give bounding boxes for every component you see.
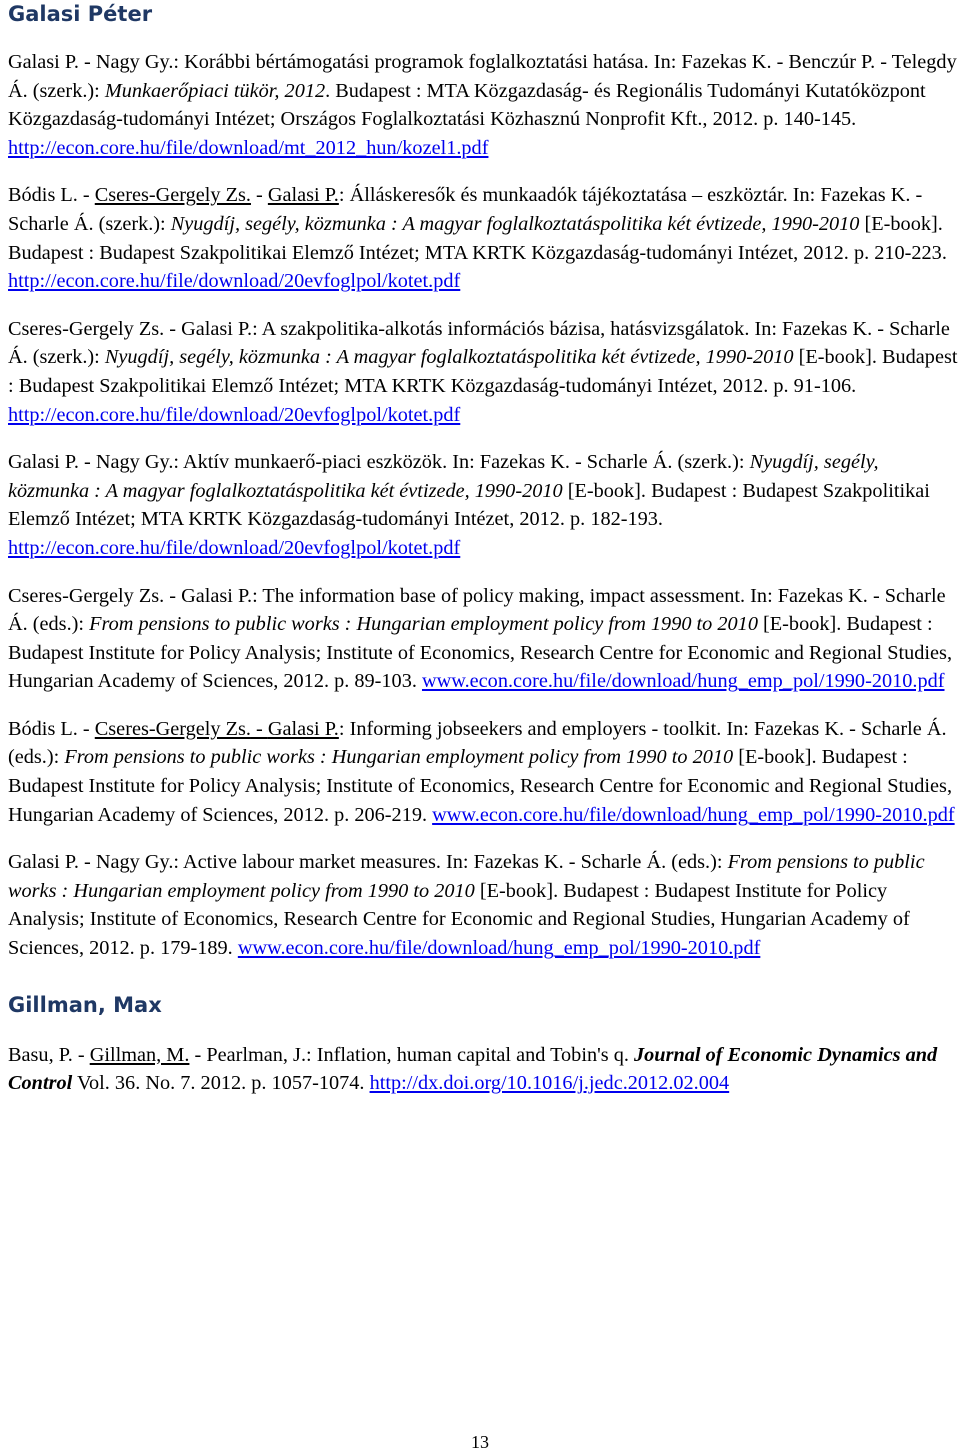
reference-entry: Galasi P. - Nagy Gy.: Korábbi bértámogatási programok foglalkoztatási hatása. In: Fazekas K. - Benczúr P. - Telegdy Á. (szerk.): Munkaerőpiaci tükör, 2012. Budapest : MTA Közgazdaság- és Regionális Tudományi Kutatóközpont Közgazdaság-tudományi Intézet; Országos Foglalkoztatási Közhasznú Nonprofit Kft., 2012. p. 140-145. http://econ.core.hu/file/download/mt_2012_hun/kozel1.pdf xyxy=(8,51,957,159)
reference-entry: Bódis L. - Cseres-Gergely Zs. - Galasi P.: Álláskeresők és munkaadók tájékoztatása – eszköztár. In: Fazekas K. - Scharle Á. (szerk.): Nyugdíj, segély, közmunka : A magyar foglalkoztatáspolitika két évtizede, 1990-2010 [E-book]. Budapest : Budapest Szakpolitikai Elemző Intézet; MTA KRTK Közgazdaság-tudományi Intézet, 2012. p. 210-223. http://econ.core.hu/file/download/20evfoglpol/kotet.pdf xyxy=(8,184,947,293)
author-link[interactable]: Gillman, M. xyxy=(89,1043,190,1066)
reference-entry: Basu, P. - Gillman, M. - Pearlman, J.: Inflation, human capital and Tobin's q. Journal of Economic Dynamics and Control Vol. 36. No. 7. 2012. p. 1057-1074. http://dx.doi.org/10.1016/j.jedc.2012.02.004 xyxy=(8,1043,938,1095)
reference-entry: Galasi P. - Nagy Gy.: Active labour market measures. In: Fazekas K. - Scharle Á. (eds.): From pensions to public works : Hungarian employment policy from 1990 to 2010 [E-book]. Budapest : Budapest Institute for Policy Analysis; Institute of Economics, Research Centre for Economic and Regional Studies, Hungarian Academy of Sciences, 2012. p. 179-189. www.econ.core.hu/file/download/hung_emp_pol/1990-2010.pdf xyxy=(8,851,925,960)
author-link[interactable]: Cseres-Gergely Zs. xyxy=(94,717,251,740)
reference-link[interactable]: www.econ.core.hu/file/download/hung_emp_pol/1990-2010.pdf xyxy=(421,670,945,693)
reference-link[interactable]: www.econ.core.hu/file/download/hung_emp_pol/1990-2010.pdf xyxy=(237,937,761,960)
author-heading: Gillman, Max xyxy=(8,992,162,1017)
author-link[interactable]: Galasi P. xyxy=(267,717,339,740)
author-heading: Galasi Péter xyxy=(8,2,153,26)
reference-link[interactable]: http://econ.core.hu/file/download/20evfoglpol/kotet.pdf xyxy=(8,403,461,426)
author-link[interactable]: Galasi P. xyxy=(267,184,339,207)
reference-link[interactable]: www.econ.core.hu/file/download/hung_emp_pol/1990-2010.pdf xyxy=(432,803,955,826)
reference-link[interactable]: http://dx.doi.org/10.1016/j.jedc.2012.02.004 xyxy=(369,1072,730,1095)
reference-entry: Galasi P. - Nagy Gy.: Aktív munkaerő-piaci eszközök. In: Fazekas K. - Scharle Á. (szerk.): Nyugdíj, segély, közmunka : A magyar foglalkoztatáspolitika két évtizede, 1990-2010 [E-book]. Budapest : Budapest Szakpolitikai Elemző Intézet; MTA KRTK Közgazdaság-tudományi Intézet, 2012. p. 182-193. http://econ.core.hu/file/download/20evfoglpol/kotet.pdf xyxy=(8,451,930,559)
author-link[interactable]: Cseres-Gergely Zs. xyxy=(94,184,251,207)
reference-entry: Bódis L. - Cseres-Gergely Zs. - Galasi P.: Informing jobseekers and employers - toolkit. In: Fazekas K. - Scharle Á. (eds.): From pensions to public works : Hungarian employment policy from 1990 to 2010 [E-book]. Budapest : Budapest Institute for Policy Analysis; Institute of Economics, Research Centre for Economic and Regional Studies, Hungarian Academy of Sciences, 2012. p. 206-219. www.econ.core.hu/file/download/hung_emp_pol/1990-2010.pdf xyxy=(8,717,955,826)
reference-link[interactable]: http://econ.core.hu/file/download/20evfoglpol/kotet.pdf xyxy=(8,270,461,293)
reference-link[interactable]: http://econ.core.hu/file/download/mt_2012_hun/kozel1.pdf xyxy=(8,136,489,159)
document-page xyxy=(8,0,958,1098)
page-number: 13 xyxy=(471,1432,489,1452)
reference-entry: Cseres-Gergely Zs. - Galasi P.: A szakpolitika-alkotás információs bázisa, hatásvizsgálatok. In: Fazekas K. - Scharle Á. (szerk.): Nyugdíj, segély, közmunka : A magyar foglalkoztatáspolitika két évtizede, 1990-2010 [E-book]. Budapest : Budapest Szakpolitikai Elemző Intézet; MTA KRTK Közgazdaság-tudományi Intézet, 2012. p. 91-106. http://econ.core.hu/file/download/20evfoglpol/kotet.pdf xyxy=(8,317,958,426)
reference-link[interactable]: http://econ.core.hu/file/download/20evfoglpol/kotet.pdf xyxy=(8,536,461,559)
reference-entry: Cseres-Gergely Zs. - Galasi P.: The information base of policy making, impact assessment. In: Fazekas K. - Scharle Á. (eds.): From pensions to public works : Hungarian employment policy from 1990 to 2010 [E-book]. Budapest : Budapest Institute for Policy Analysis; Institute of Economics, Research Centre for Economic and Regional Studies, Hungarian Academy of Sciences, 2012. p. 89-103. www.econ.core.hu/file/download/hung_emp_pol/1990-2010.pdf xyxy=(8,584,953,693)
